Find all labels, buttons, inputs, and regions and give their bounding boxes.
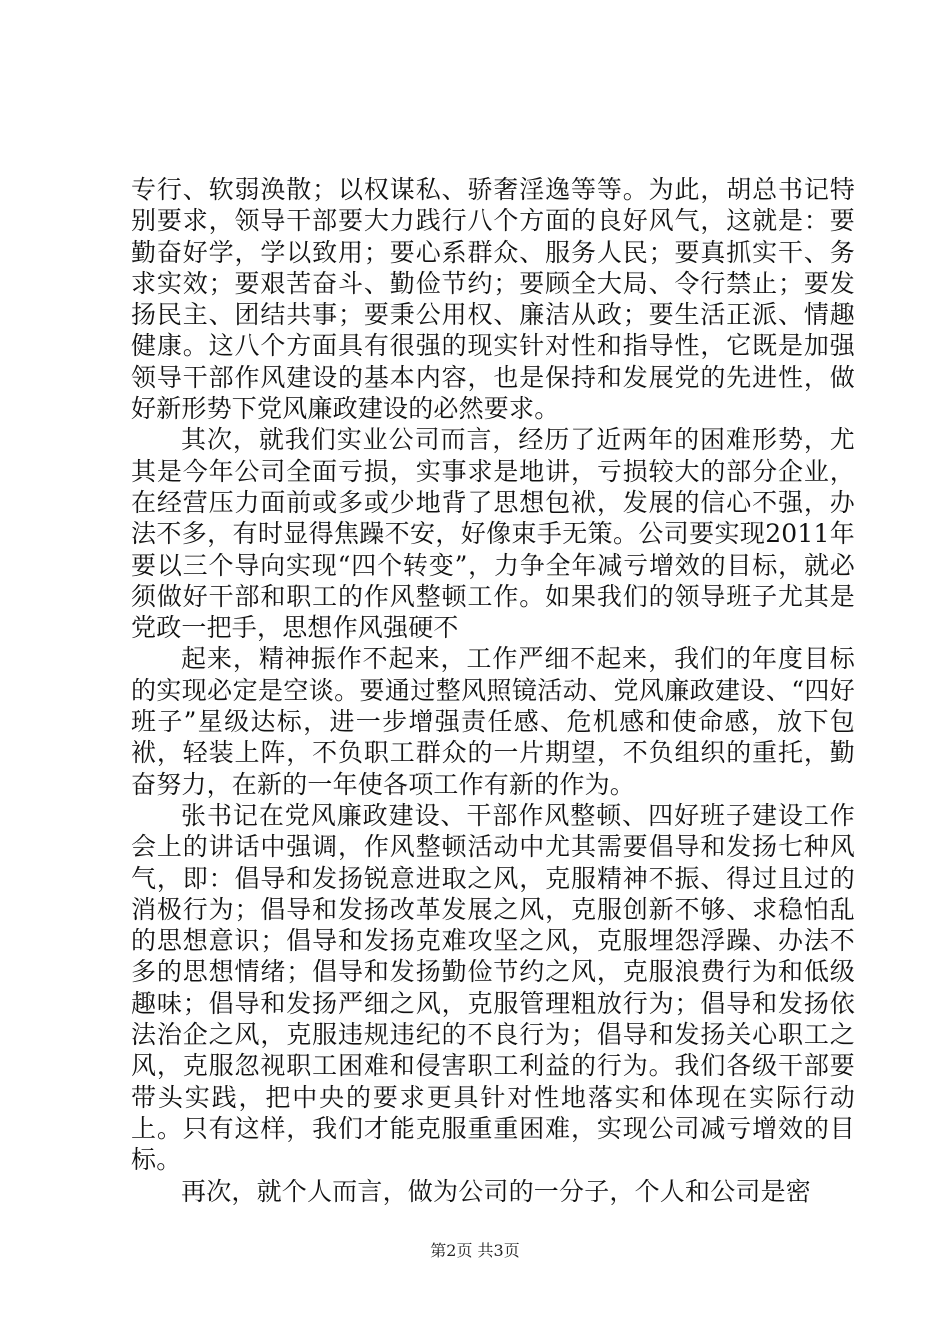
page-number-label: 第2页 共3页 bbox=[430, 1241, 520, 1260]
paragraph-1: 专行、软弱涣散；以权谋私、骄奢淫逸等等。为此，胡总书记特别要求，领导干部要大力践行八个方面的良好风气，这就是：要勤奋好学，学以致用；要心系群众、服务人民；要真抓实干、务求实效；要艰苦奋斗、勤俭节约；要顾全大局、令行禁止；要发扬民主、团结共事；要秉公用权、廉洁从政；要生活正派、情趣健康。这八个方面具有很强的现实针对性和指导性，它既是加强领导干部作风建设的基本内容，也是保持和发展党的先进性，做好新形势下党风廉政建设的必然要求。 bbox=[131, 175, 855, 424]
paragraph-4: 张书记在党风廉政建设、干部作风整顿、四好班子建设工作会上的讲话中强调，作风整顿活动中尤其需要倡导和发扬七种风气，即：倡导和发扬锐意进取之风，克服精神不振、得过且过的消极行为；倡导和发扬改革发展之风，克服创新不够、求稳怕乱的思想意识；倡导和发扬克难攻坚之风，克服埋怨浮躁、办法不多的思想情绪；倡导和发扬勤俭节约之风，克服浪费行为和低级趣味；倡导和发扬严细之风，克服管理粗放行为；倡导和发扬依法治企之风，克服违规违纪的不良行为；倡导和发扬关心职工之风，克服忽视职工困难和侵害职工利益的行为。我们各级干部要带头实践，把中央的要求更具针对性地落实和体现在实际行动上。只有这样，我们才能克服重重困难，实现公司减亏增效的目标。 bbox=[131, 800, 855, 1175]
paragraph-2: 其次，就我们实业公司而言，经历了近两年的困难形势，尤其是今年公司全面亏损，实事求是地讲，亏损较大的部分企业，在经营压力面前或多或少地背了思想包袱，发展的信心不强，办法不多，有时显得焦躁不安，好像束手无策。公司要实现2011年要以三个导向实现“四个转变”，力争全年减亏增效的目标，就必须做好干部和职工的作风整顿工作。如果我们的领导班子尤其是党政一把手，思想作风强硬不 bbox=[131, 425, 855, 643]
paragraph-5: 再次，就个人而言，做为公司的一分子，个人和公司是密 bbox=[181, 1176, 812, 1206]
document-body bbox=[131, 174, 855, 1207]
page-footer bbox=[0, 1238, 950, 1261]
paragraph-3: 起来，精神振作不起来，工作严细不起来，我们的年度目标的实现必定是空谈。要通过整风照镜活动、党风廉政建设、“四好班子”星级达标，进一步增强责任感、危机感和使命感，放下包袱，轻装上阵，不负职工群众的一片期望，不负组织的重托，勤奋努力，在新的一年使各项工作有新的作为。 bbox=[131, 644, 855, 799]
